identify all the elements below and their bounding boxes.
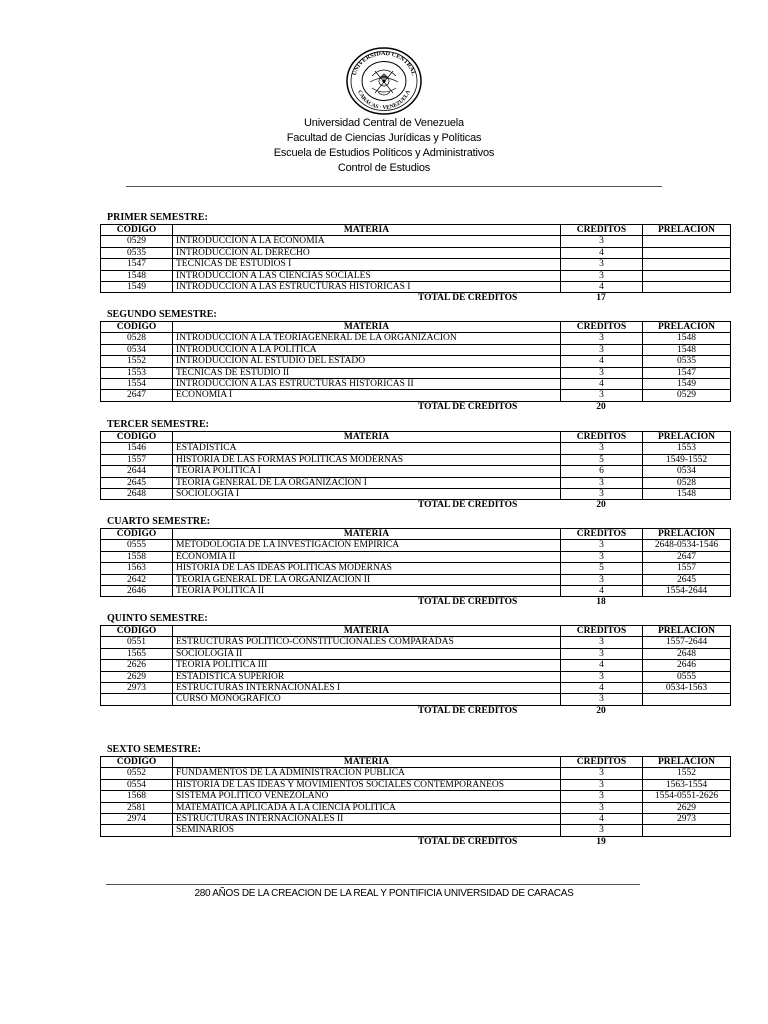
cell-codigo: 0529	[101, 236, 173, 247]
cell-creditos: 3	[561, 791, 643, 802]
cell-prelacion: 1552	[643, 768, 731, 779]
semester-title: PRIMER SEMESTRE:	[107, 212, 208, 223]
table-row	[101, 282, 731, 293]
cell-codigo: 1552	[101, 356, 173, 367]
total-credits-value: 19	[596, 836, 606, 847]
cell-materia: HISTORIA DE LAS IDEAS Y MOVIMIENTOS SOCIALES CONTEMPORANEOS	[173, 779, 561, 790]
cell-materia: ESTRUCTURAS INTERNACIONALES I	[173, 683, 561, 694]
cell-materia: TEORIA GENERAL DE LA ORGANIZACION II	[173, 574, 561, 585]
table-header-row	[101, 432, 731, 443]
cell-creditos: 3	[561, 443, 643, 454]
cell-creditos: 4	[561, 586, 643, 597]
total-credits-value: 20	[596, 401, 606, 412]
cell-materia: INTRODUCCION AL DERECHO	[173, 247, 561, 258]
semester-block	[100, 212, 730, 304]
cell-codigo: 2581	[101, 802, 173, 813]
table-row	[101, 333, 731, 344]
cell-creditos: 3	[561, 477, 643, 488]
cell-materia: TEORIA POLITICA I	[173, 466, 561, 477]
table-row	[101, 270, 731, 281]
table-row	[101, 390, 731, 401]
cell-creditos: 4	[561, 814, 643, 825]
semester-title: TERCER SEMESTRE:	[107, 419, 209, 430]
semester-block	[100, 744, 730, 848]
table-row	[101, 367, 731, 378]
total-credits-value: 20	[596, 705, 606, 716]
cell-prelacion: 1554-2644	[643, 586, 731, 597]
cell-creditos: 3	[561, 259, 643, 270]
cell-codigo: 2626	[101, 660, 173, 671]
cell-prelacion: 0528	[643, 477, 731, 488]
semester-block	[100, 419, 730, 511]
total-credits-row	[100, 500, 730, 511]
cell-codigo: 1548	[101, 270, 173, 281]
cell-creditos: 4	[561, 660, 643, 671]
cell-codigo: 2647	[101, 390, 173, 401]
cell-prelacion: 0555	[643, 671, 731, 682]
cell-creditos: 4	[561, 683, 643, 694]
cell-materia: TECNICAS DE ESTUDIO II	[173, 367, 561, 378]
cell-materia: TEORIA GENERAL DE LA ORGANIZACION I	[173, 477, 561, 488]
column-header-codigo: CODIGO	[101, 432, 173, 443]
cell-creditos: 4	[561, 247, 643, 258]
column-header-creditos: CREDITOS	[561, 432, 643, 443]
cell-prelacion: 0534-1563	[643, 683, 731, 694]
cell-prelacion: 2973	[643, 814, 731, 825]
column-header-codigo: CODIGO	[101, 757, 173, 768]
column-header-materia: MATERIA	[173, 432, 561, 443]
cell-materia: INTRODUCCION A LA ECONOMIA	[173, 236, 561, 247]
cell-creditos: 3	[561, 270, 643, 281]
cell-codigo: 2974	[101, 814, 173, 825]
cell-prelacion: 1548	[643, 489, 731, 500]
document-header	[0, 116, 768, 176]
cell-materia: INTRODUCCION A LAS ESTRUCTURAS HISTORICAS II	[173, 379, 561, 390]
column-header-creditos: CREDITOS	[561, 757, 643, 768]
table-header-row	[101, 529, 731, 540]
column-header-prelacion: PRELACION	[643, 757, 731, 768]
cell-materia: ESTRUCTURAS POLITICO-CONSTITUCIONALES COMPARADAS	[173, 637, 561, 648]
cell-creditos: 5	[561, 563, 643, 574]
semester-title: SEGUNDO SEMESTRE:	[107, 309, 217, 320]
cell-codigo: 1549	[101, 282, 173, 293]
table-row	[101, 379, 731, 390]
column-header-codigo: CODIGO	[101, 225, 173, 236]
table-row	[101, 683, 731, 694]
cell-materia: FUNDAMENTOS DE LA ADMINISTRACION PUBLICA	[173, 768, 561, 779]
table-row	[101, 791, 731, 802]
cell-prelacion: 1549	[643, 379, 731, 390]
cell-codigo: 0535	[101, 247, 173, 258]
cell-prelacion	[643, 236, 731, 247]
cell-prelacion: 2647	[643, 551, 731, 562]
cell-materia: HISTORIA DE LAS IDEAS POLITICAS MODERNAS	[173, 563, 561, 574]
table-row	[101, 574, 731, 585]
column-header-prelacion: PRELACION	[643, 626, 731, 637]
cell-codigo: 1554	[101, 379, 173, 390]
cell-materia: METODOLOGIA DE LA INVESTIGACION EMPIRICA	[173, 540, 561, 551]
column-header-creditos: CREDITOS	[561, 225, 643, 236]
cell-prelacion: 2646	[643, 660, 731, 671]
cell-materia: INTRODUCCION A LA POLITICA	[173, 344, 561, 355]
cell-creditos: 3	[561, 540, 643, 551]
table-row	[101, 802, 731, 813]
total-credits-label: TOTAL DE CREDITOS	[418, 597, 518, 608]
cell-codigo: 0528	[101, 333, 173, 344]
column-header-materia: MATERIA	[173, 225, 561, 236]
cell-prelacion: 1548	[643, 344, 731, 355]
cell-codigo: 0534	[101, 344, 173, 355]
cell-materia: TECNICAS DE ESTUDIOS I	[173, 259, 561, 270]
cell-prelacion: 1547	[643, 367, 731, 378]
cell-prelacion: 2648	[643, 648, 731, 659]
cell-creditos: 6	[561, 466, 643, 477]
cell-creditos: 3	[561, 333, 643, 344]
column-header-creditos: CREDITOS	[561, 322, 643, 333]
cell-creditos: 3	[561, 694, 643, 705]
total-credits-value: 17	[596, 293, 606, 304]
cell-codigo: 2644	[101, 466, 173, 477]
cell-codigo: 1565	[101, 648, 173, 659]
table-row	[101, 259, 731, 270]
table-row	[101, 551, 731, 562]
cell-prelacion: 1557	[643, 563, 731, 574]
cell-materia: SOCIOLOGIA II	[173, 648, 561, 659]
cell-codigo: 1547	[101, 259, 173, 270]
cell-codigo: 0554	[101, 779, 173, 790]
cell-materia: ECONOMIA II	[173, 551, 561, 562]
cell-codigo: 1546	[101, 443, 173, 454]
cell-prelacion	[643, 282, 731, 293]
semester-block	[100, 613, 730, 717]
semester-block	[100, 309, 730, 413]
cell-prelacion: 1548	[643, 333, 731, 344]
table-header-row	[101, 322, 731, 333]
cell-creditos: 5	[561, 454, 643, 465]
university-name: Universidad Central de Venezuela	[304, 117, 464, 129]
table-row	[101, 586, 731, 597]
cell-materia: ECONOMIA I	[173, 390, 561, 401]
cell-codigo: 2642	[101, 574, 173, 585]
table-row	[101, 563, 731, 574]
column-header-prelacion: PRELACION	[643, 225, 731, 236]
cell-prelacion: 1554-0551-2626	[643, 791, 731, 802]
footer-divider	[106, 884, 640, 885]
cell-materia: TEORIA POLITICA II	[173, 586, 561, 597]
cell-codigo: 2973	[101, 683, 173, 694]
cell-creditos: 3	[561, 367, 643, 378]
column-header-creditos: CREDITOS	[561, 626, 643, 637]
cell-materia: ESTADISTICA	[173, 443, 561, 454]
table-row	[101, 344, 731, 355]
table-row	[101, 454, 731, 465]
column-header-codigo: CODIGO	[101, 626, 173, 637]
cell-codigo: 1553	[101, 367, 173, 378]
cell-prelacion	[643, 825, 731, 836]
cell-materia: SOCIOLOGIA I	[173, 489, 561, 500]
cell-materia: MATEMATICA APLICADA A LA CIENCIA POLITICA	[173, 802, 561, 813]
table-row	[101, 236, 731, 247]
cell-codigo: 0551	[101, 637, 173, 648]
column-header-codigo: CODIGO	[101, 322, 173, 333]
cell-creditos: 4	[561, 379, 643, 390]
table-header-row	[101, 626, 731, 637]
column-header-materia: MATERIA	[173, 529, 561, 540]
table-row	[101, 443, 731, 454]
cell-creditos: 3	[561, 768, 643, 779]
table-row	[101, 466, 731, 477]
table-row	[101, 637, 731, 648]
cell-materia: TEORIA POLITICA III	[173, 660, 561, 671]
total-credits-row	[100, 293, 730, 304]
cell-prelacion	[643, 247, 731, 258]
cell-codigo: 2645	[101, 477, 173, 488]
table-row	[101, 825, 731, 836]
cell-codigo: 1558	[101, 551, 173, 562]
table-row	[101, 660, 731, 671]
courses-table	[100, 431, 731, 500]
school-name: Escuela de Estudios Políticos y Administrativos	[273, 147, 495, 159]
cell-materia: INTRODUCCION AL ESTUDIO DEL ESTADO	[173, 356, 561, 367]
cell-codigo	[101, 694, 173, 705]
courses-table	[100, 625, 731, 706]
courses-table	[100, 756, 731, 837]
cell-creditos: 3	[561, 551, 643, 562]
total-credits-label: TOTAL DE CREDITOS	[418, 401, 518, 412]
courses-table	[100, 224, 731, 293]
cell-codigo: 1568	[101, 791, 173, 802]
cell-prelacion: 0529	[643, 390, 731, 401]
column-header-prelacion: PRELACION	[643, 529, 731, 540]
table-header-row	[101, 225, 731, 236]
column-header-prelacion: PRELACION	[643, 322, 731, 333]
table-row	[101, 694, 731, 705]
footer-text: 280 AÑOS DE LA CREACION DE LA REAL Y PONTIFICIA UNIVERSIDAD DE CARACAS	[194, 888, 574, 899]
table-row	[101, 477, 731, 488]
column-header-codigo: CODIGO	[101, 529, 173, 540]
cell-codigo: 0555	[101, 540, 173, 551]
cell-codigo: 2646	[101, 586, 173, 597]
total-credits-row	[100, 597, 730, 608]
cell-materia: SISTEMA POLITICO VENEZOLANO	[173, 791, 561, 802]
column-header-materia: MATERIA	[173, 757, 561, 768]
cell-prelacion: 2648-0534-1546	[643, 540, 731, 551]
semester-block	[100, 516, 730, 608]
cell-creditos: 3	[561, 779, 643, 790]
table-row	[101, 489, 731, 500]
table-row	[101, 648, 731, 659]
table-row	[101, 356, 731, 367]
faculty-name: Facultad de Ciencias Jurídicas y Políticas	[286, 132, 482, 144]
cell-creditos: 3	[561, 344, 643, 355]
cell-creditos: 3	[561, 574, 643, 585]
svg-text:UNIVERSIDAD CENTRAL: UNIVERSIDAD CENTRAL	[350, 49, 418, 77]
semester-title: SEXTO SEMESTRE:	[107, 744, 202, 755]
total-credits-label: TOTAL DE CREDITOS	[418, 705, 518, 716]
total-credits-label: TOTAL DE CREDITOS	[418, 836, 518, 847]
cell-prelacion: 0534	[643, 466, 731, 477]
cell-materia: SEMINARIOS	[173, 825, 561, 836]
cell-creditos: 3	[561, 489, 643, 500]
cell-materia: ESTADISTICA SUPERIOR	[173, 671, 561, 682]
cell-prelacion	[643, 694, 731, 705]
table-row	[101, 671, 731, 682]
cell-creditos: 3	[561, 236, 643, 247]
column-header-materia: MATERIA	[173, 626, 561, 637]
cell-codigo: 2629	[101, 671, 173, 682]
total-credits-row	[100, 837, 730, 848]
cell-creditos: 3	[561, 637, 643, 648]
cell-materia: ESTRUCTURAS INTERNACIONALES II	[173, 814, 561, 825]
table-row	[101, 814, 731, 825]
total-credits-row	[100, 402, 730, 413]
cell-prelacion: 1563-1554	[643, 779, 731, 790]
cell-codigo: 0552	[101, 768, 173, 779]
cell-prelacion: 0535	[643, 356, 731, 367]
cell-prelacion: 2629	[643, 802, 731, 813]
table-row	[101, 540, 731, 551]
table-row	[101, 779, 731, 790]
cell-creditos: 3	[561, 390, 643, 401]
cell-materia: INTRODUCCION A LAS CIENCIAS SOCIALES	[173, 270, 561, 281]
cell-creditos: 3	[561, 825, 643, 836]
semester-title: QUINTO SEMESTRE:	[107, 613, 208, 624]
table-header-row	[101, 757, 731, 768]
cell-prelacion	[643, 259, 731, 270]
courses-table	[100, 528, 731, 597]
table-row	[101, 768, 731, 779]
header-divider	[126, 186, 662, 187]
cell-creditos: 4	[561, 356, 643, 367]
cell-materia: CURSO MONOGRAFICO	[173, 694, 561, 705]
cell-creditos: 3	[561, 802, 643, 813]
total-credits-label: TOTAL DE CREDITOS	[418, 293, 518, 304]
cell-codigo	[101, 825, 173, 836]
cell-materia: INTRODUCCION A LA TEORIAGENERAL DE LA ORGANIZACION	[173, 333, 561, 344]
cell-creditos: 4	[561, 282, 643, 293]
office-name: Control de Estudios	[337, 162, 431, 174]
semester-title: CUARTO SEMESTRE:	[107, 516, 211, 527]
cell-codigo: 2648	[101, 489, 173, 500]
cell-prelacion: 1553	[643, 443, 731, 454]
total-credits-value: 20	[596, 500, 606, 511]
svg-text:CARACAS · VENEZUELA: CARACAS · VENEZUELA	[356, 89, 412, 112]
cell-materia: INTRODUCCION A LAS ESTRUCTURAS HISTORICAS I	[173, 282, 561, 293]
cell-prelacion: 2645	[643, 574, 731, 585]
column-header-creditos: CREDITOS	[561, 529, 643, 540]
total-credits-row	[100, 706, 730, 717]
column-header-materia: MATERIA	[173, 322, 561, 333]
cell-prelacion	[643, 270, 731, 281]
cell-codigo: 1557	[101, 454, 173, 465]
table-row	[101, 247, 731, 258]
cell-materia: HISTORIA DE LAS FORMAS POLITICAS MODERNAS	[173, 454, 561, 465]
total-credits-label: TOTAL DE CREDITOS	[418, 500, 518, 511]
cell-prelacion: 1557-2644	[643, 637, 731, 648]
courses-table	[100, 321, 731, 402]
cell-creditos: 3	[561, 648, 643, 659]
cell-codigo: 1563	[101, 563, 173, 574]
cell-prelacion: 1549-1552	[643, 454, 731, 465]
university-seal	[345, 46, 423, 116]
column-header-prelacion: PRELACION	[643, 432, 731, 443]
cell-creditos: 3	[561, 671, 643, 682]
total-credits-value: 18	[596, 597, 606, 608]
